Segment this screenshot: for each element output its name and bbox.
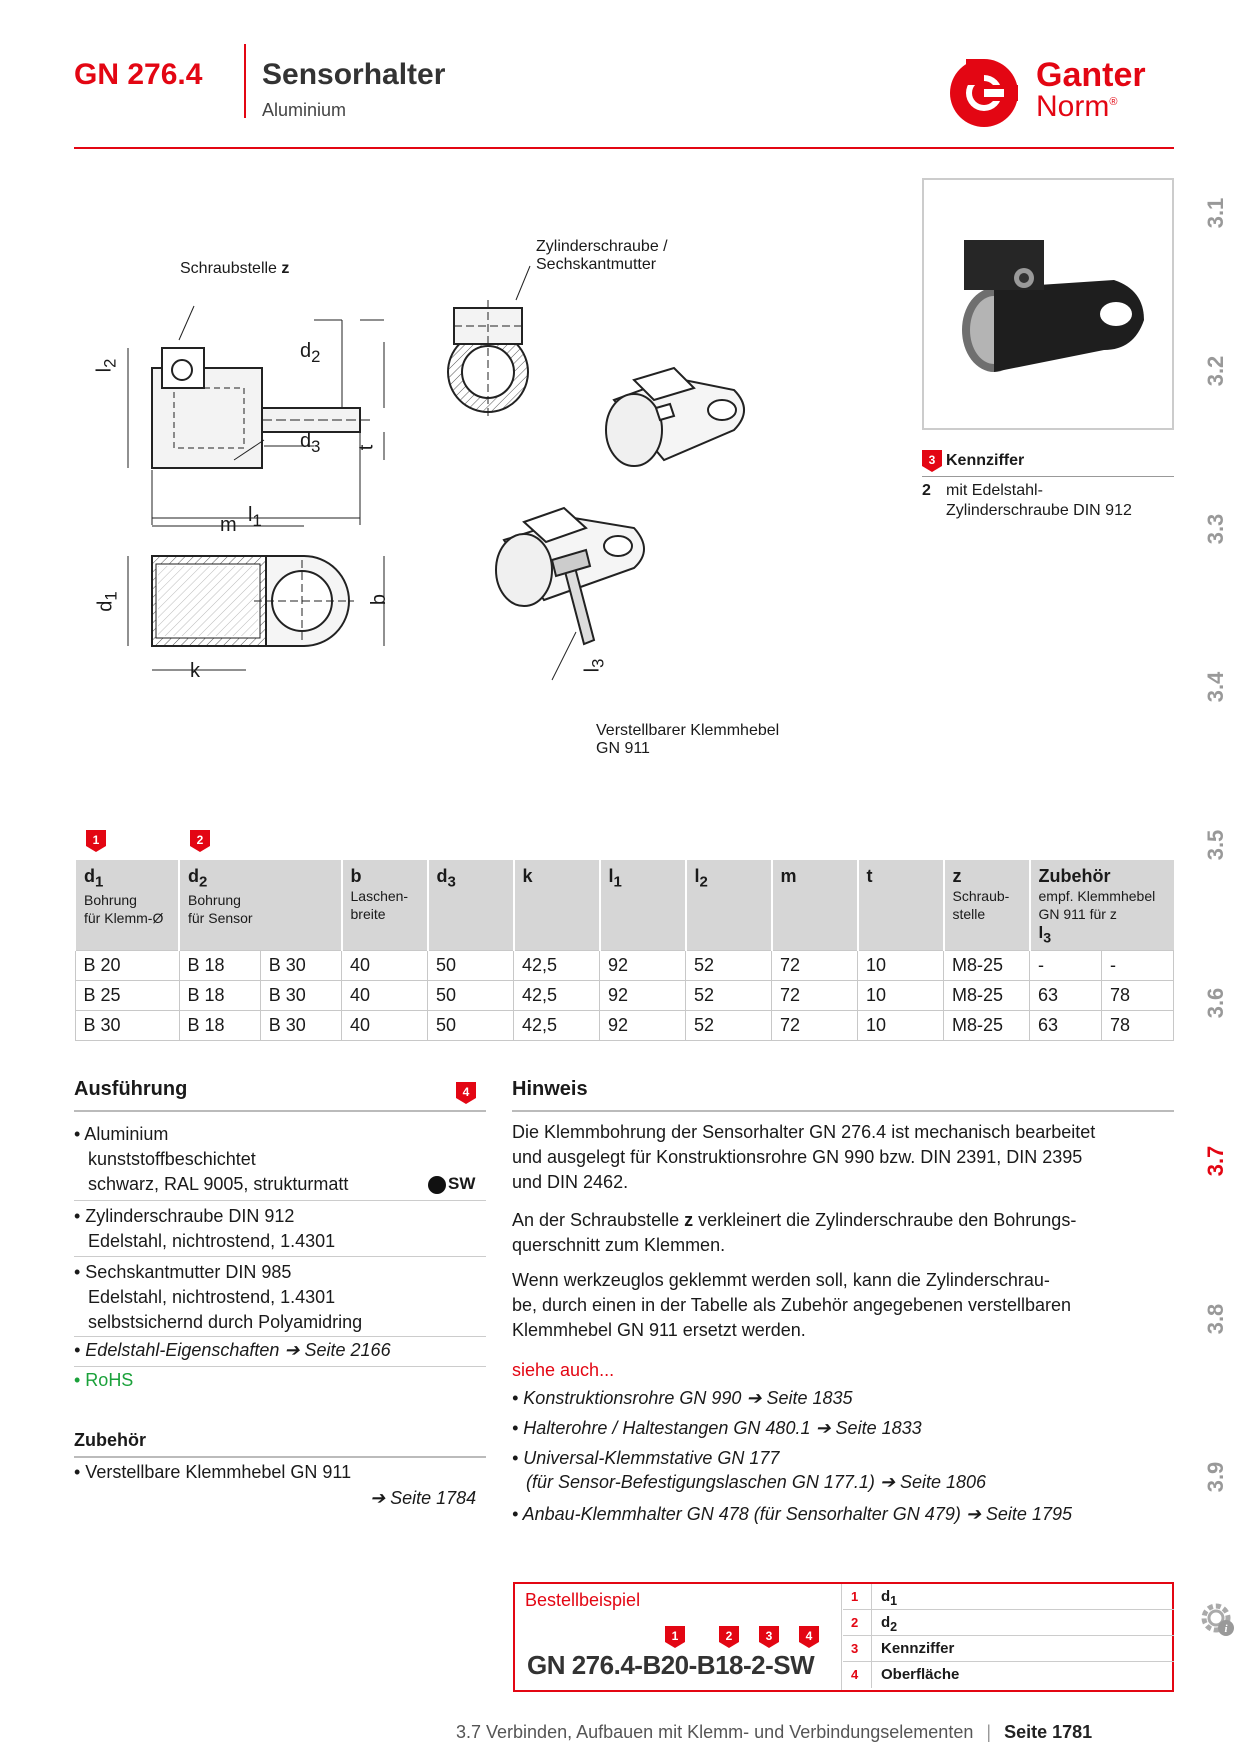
table-cell: 42,5 — [514, 981, 600, 1011]
logo-text-norm: Norm® — [1036, 90, 1118, 123]
svg-text:2: 2 — [725, 1629, 733, 1643]
side-tab-3-4[interactable]: 3.4 — [1203, 671, 1228, 703]
label-d3: $d_3$ — [300, 430, 321, 456]
table-cell: 50 — [428, 1011, 514, 1041]
side-tab-3-9[interactable]: 3.9 — [1203, 1461, 1228, 1493]
order-legend-row: 1 $d_1$ — [843, 1584, 1174, 1610]
order-badge-4 — [799, 1626, 819, 1648]
link-klemmstative[interactable]: • Universal-Klemmstative GN 177 — [512, 1448, 780, 1468]
label-d1: $d_1$ — [94, 591, 121, 612]
table-cell: 42,5 — [514, 951, 600, 981]
table-cell: B 30 — [75, 1011, 179, 1041]
section-rule — [512, 1110, 1174, 1112]
order-legend-row: 2 $d_2$ — [843, 1610, 1174, 1636]
sw-label: SW — [448, 1174, 476, 1193]
table-row — [75, 981, 1174, 1011]
table-cell: 42,5 — [514, 1011, 600, 1041]
front-view-drawing — [448, 266, 530, 420]
section-title-zubehoer: Zubehör — [74, 1430, 146, 1450]
table-cell: M8-25 — [944, 951, 1030, 981]
page-footer: 3.7 Verbinden, Aufbauen mit Klemm- und Verbindungselementen | Seite 1781 — [456, 1722, 1093, 1742]
table-cell: 78 — [1101, 981, 1173, 1011]
table-cell: B 18 — [179, 951, 260, 981]
hinweis-paragraph-1: Die Klemmbohrung der Sensorhalter GN 276.4 ist mechanisch bearbeitet und ausgelegt für Konstruktionsrohre GN 990 bzw. DIN 2391, DIN 2395 und DIN 2462. — [512, 1122, 1096, 1192]
table-cell: M8-25 — [944, 981, 1030, 1011]
order-badge-3 — [759, 1626, 779, 1648]
link-seite-1784[interactable]: ➔ Seite 1784 — [370, 1488, 477, 1508]
order-legend-row: 3 Kennziffer — [843, 1636, 1174, 1662]
section-rule — [74, 1110, 486, 1112]
logo-text-ganter: Ganter — [1036, 56, 1146, 94]
side-tab-3-1[interactable]: 3.1 — [1203, 197, 1228, 229]
link-edelstahl-eigenschaften[interactable]: • Edelstahl-Eigenschaften ➔ Seite 2166 — [74, 1340, 391, 1360]
table-cell: 72 — [772, 1011, 858, 1041]
label-b: b — [368, 593, 391, 606]
label-k: k — [190, 660, 200, 682]
dimensions-table — [74, 860, 1174, 1041]
table-badge-1 — [86, 830, 106, 852]
label-l2: $l_2$ — [93, 358, 120, 373]
svg-text:3: 3 — [765, 1629, 773, 1643]
table-cell: 52 — [686, 1011, 772, 1041]
table-cell: 92 — [600, 951, 686, 981]
table-cell: 72 — [772, 981, 858, 1011]
item-rule — [74, 1366, 486, 1367]
table-row — [75, 1011, 1174, 1041]
side-tab-3-2[interactable]: 3.2 — [1203, 355, 1228, 387]
table-cell: B 30 — [260, 981, 341, 1011]
page-number: Seite 1781 — [1004, 1722, 1093, 1742]
hinweis-paragraph-2: An der Schraubstelle z verkleinert die Zylinderschraube den Bohrungs- querschnitt zum Klemmen. — [512, 1210, 1077, 1255]
table-row — [75, 951, 1174, 981]
kennziffer-number: 2 — [922, 482, 931, 499]
ausfuehrung-badge — [456, 1082, 476, 1104]
label-klemmhebel: Verstellbarer Klemmhebel GN 911 — [596, 722, 780, 757]
technical-drawings — [74, 238, 874, 780]
table-cell: B 25 — [75, 981, 179, 1011]
rohs-label: • RoHS — [74, 1370, 134, 1390]
table-cell: 10 — [858, 1011, 944, 1041]
product-photo — [922, 178, 1174, 430]
table-cell: 40 — [342, 951, 428, 981]
col-header-d3: $d_3$ — [428, 860, 514, 951]
kennziffer-badge — [922, 450, 942, 472]
table-header-row — [75, 860, 1174, 951]
table-cell: 52 — [686, 981, 772, 1011]
page-title: Sensorhalter — [262, 58, 446, 91]
zubehoer-item: • Verstellbare Klemmhebel GN 911 — [74, 1462, 352, 1482]
col-header-d2: $d_2$ Bohrung für Sensor — [179, 860, 342, 951]
sw-color-dot-icon — [428, 1176, 446, 1194]
order-legend-row: 4 Oberfläche — [843, 1662, 1174, 1688]
col-header-k: k — [514, 860, 600, 951]
table-cell: B 18 — [179, 981, 260, 1011]
table-cell: B 20 — [75, 951, 179, 981]
side-view-drawing — [128, 306, 384, 525]
table-cell: 50 — [428, 981, 514, 1011]
svg-text:4: 4 — [805, 1629, 813, 1643]
col-header-d1: $d_1$ Bohrung für Klemm-Ø — [75, 860, 179, 951]
label-m: m — [220, 514, 237, 536]
table-cell: 92 — [600, 981, 686, 1011]
section-rule — [74, 1456, 486, 1458]
product-code: GN 276.4 — [74, 58, 203, 91]
lever-view-drawing — [496, 508, 644, 680]
kennziffer-text: Zylinderschraube DIN 912 — [946, 502, 1132, 519]
ausfuehrung-item-aluminium: • Aluminium kunststoffbeschichtet schwarz, RAL 9005, strukturmatt — [74, 1124, 349, 1194]
table-cell: B 30 — [260, 951, 341, 981]
link-anbau-klemmhalter[interactable]: • Anbau-Klemmhalter GN 478 (für Sensorhalter GN 479) ➔ Seite 1795 — [512, 1504, 1072, 1524]
table-cell: 40 — [342, 981, 428, 1011]
svg-text:1: 1 — [671, 1629, 679, 1643]
label-l3: $l_3$ — [581, 658, 608, 673]
item-rule — [74, 1200, 486, 1201]
kennziffer-text: mit Edelstahl- — [946, 482, 1043, 499]
col-header-b: b Laschen- breite — [342, 860, 428, 951]
link-konstruktionsrohre[interactable]: • Konstruktionsrohre GN 990 ➔ Seite 1835 — [512, 1388, 853, 1408]
order-badge-2 — [719, 1626, 739, 1648]
item-rule — [74, 1256, 486, 1257]
label-d2: $d_2$ — [300, 340, 321, 366]
side-tab-3-5[interactable]: 3.5 — [1203, 829, 1228, 861]
table-cell: 63 — [1030, 1011, 1102, 1041]
order-example-left — [515, 1584, 842, 1690]
svg-text:4: 4 — [462, 1085, 470, 1099]
col-header-z: z Schraub- stelle — [944, 860, 1030, 951]
order-example-box — [513, 1582, 1174, 1692]
table-cell: 40 — [342, 1011, 428, 1041]
svg-text:3: 3 — [928, 453, 936, 467]
gear-info-icon[interactable] — [1198, 1600, 1238, 1640]
table-cell: 92 — [600, 1011, 686, 1041]
ausfuehrung-item-zylinderschraube: • Zylinderschraube DIN 912 Edelstahl, nichtrostend, 1.4301 — [74, 1206, 336, 1251]
side-tab-3-8[interactable]: 3.8 — [1203, 1303, 1228, 1335]
order-badge-1 — [665, 1626, 685, 1648]
order-example-code: GN 276.4-B20-B18-2-SW — [527, 1650, 815, 1680]
col-header-l2: $l_2$ — [686, 860, 772, 951]
table-cell: 78 — [1101, 1011, 1173, 1041]
table-cell: 72 — [772, 951, 858, 981]
header-divider — [244, 44, 246, 118]
table-cell: B 30 — [260, 1011, 341, 1041]
link-halterohre[interactable]: • Halterohre / Haltestangen GN 480.1 ➔ Seite 1833 — [512, 1418, 922, 1438]
table-cell: - — [1101, 951, 1173, 981]
page-subtitle: Aluminium — [262, 100, 347, 120]
siehe-auch-label: siehe auch... — [512, 1360, 615, 1380]
svg-text:2: 2 — [196, 833, 204, 847]
order-example-title: Bestellbeispiel — [525, 1590, 641, 1610]
table-cell: 52 — [686, 951, 772, 981]
col-header-t: t — [858, 860, 944, 951]
table-cell: 10 — [858, 981, 944, 1011]
col-header-m: m — [772, 860, 858, 951]
svg-text:i: i — [1224, 1623, 1228, 1635]
table-cell: 10 — [858, 951, 944, 981]
svg-text:1: 1 — [92, 833, 100, 847]
ausfuehrung-item-sechskantmutter: • Sechskantmutter DIN 985 Edelstahl, nichtrostend, 1.4301 selbstsichernd durch Polyamidring — [74, 1262, 363, 1332]
table-cell: M8-25 — [944, 1011, 1030, 1041]
side-tab-3-6[interactable]: 3.6 — [1203, 987, 1228, 1019]
side-tab-3-3[interactable]: 3.3 — [1203, 513, 1228, 545]
table-cell: - — [1030, 951, 1102, 981]
side-tab-3-7[interactable]: 3.7 — [1203, 1145, 1228, 1177]
col-header-l1: $l_1$ — [600, 860, 686, 951]
label-zylinderschraube: Zylinderschraube / Sechskantmutter — [536, 238, 668, 273]
link-klemmstative-detail[interactable]: (für Sensor-Befestigungslaschen GN 177.1) ➔ Seite 1806 — [526, 1472, 987, 1492]
header-rule — [74, 147, 1174, 149]
hinweis-paragraph-3: Wenn werkzeuglos geklemmt werden soll, kann die Zylinderschrau- be, durch einen in der Tabelle als Zubehör angegebenen verstellbaren Klemmhebel GN 911 ersetzt werden. — [512, 1270, 1072, 1340]
table-badge-2 — [190, 830, 210, 852]
kennziffer-title: Kennziffer — [946, 452, 1025, 469]
table-cell: B 18 — [179, 1011, 260, 1041]
item-rule — [74, 1336, 486, 1337]
kennziffer-rule — [922, 476, 1174, 477]
iso-view-drawing — [606, 368, 744, 466]
label-t: t — [355, 444, 378, 451]
top-view-drawing — [128, 526, 384, 670]
label-l1: $l_1$ — [248, 504, 262, 530]
label-schraubstelle: Schraubstelle z — [180, 260, 290, 277]
section-title-ausfuehrung: Ausführung — [74, 1078, 188, 1100]
table-cell: 63 — [1030, 981, 1102, 1011]
col-header-zubehoer: Zubehör empf. Klemmhebel GN 911 für z $l_3$ — [1030, 860, 1174, 951]
section-title-hinweis: Hinweis — [512, 1078, 588, 1100]
table-cell: 50 — [428, 951, 514, 981]
